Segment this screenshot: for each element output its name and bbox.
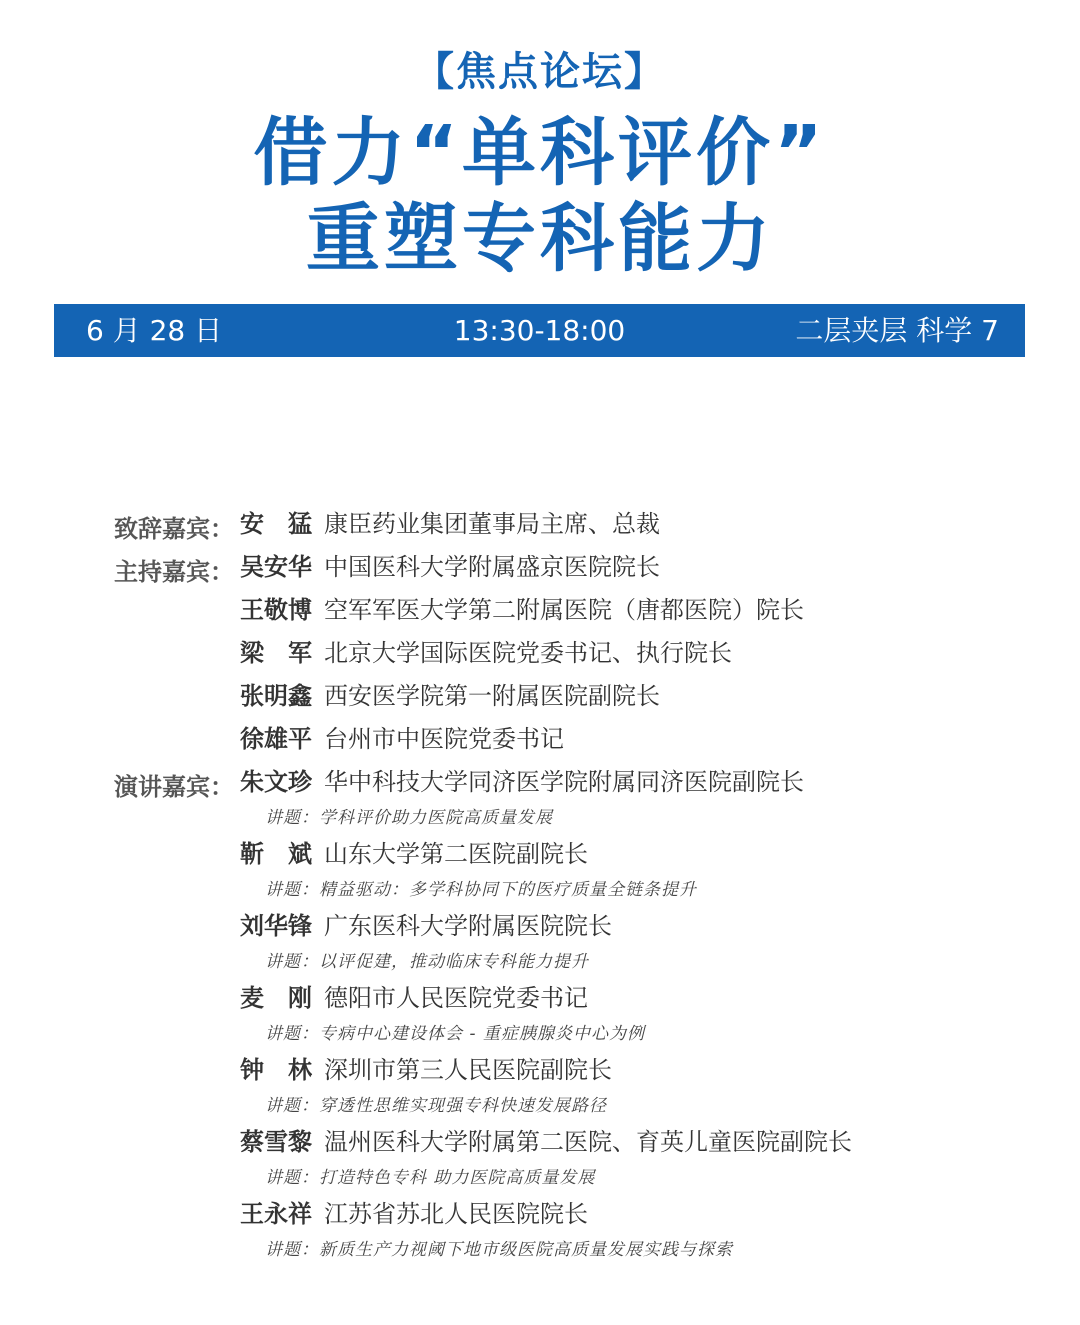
host-name: 吴安华 — [240, 553, 312, 581]
host-name: 王敬博 — [240, 596, 312, 624]
role-host-label: 主持嘉宾： — [114, 558, 234, 586]
speaker-topic: 讲题：精益驱动：多学科协同下的医疗质量全链条提升 — [265, 880, 697, 900]
host-affiliation: 西安医学院第一附属医院副院长 — [324, 682, 660, 710]
host-name: 张明鑫 — [240, 682, 312, 710]
speaker-row — [240, 1197, 588, 1231]
page-title-line-1: 借力“单科评价” — [253, 110, 827, 196]
host-affiliation: 台州市中医院党委书记 — [324, 725, 564, 753]
guest-name: 安猛 — [240, 510, 312, 538]
speaker-row — [240, 909, 612, 943]
speaker-name: 钟林 — [240, 1056, 312, 1084]
role-speaker-label: 演讲嘉宾： — [114, 773, 234, 801]
speaker-name: 麦刚 — [240, 984, 312, 1012]
host-name: 徐雄平 — [240, 725, 312, 753]
speaker-name: 靳斌 — [240, 840, 312, 868]
speaker-affiliation: 德阳市人民医院党委书记 — [324, 984, 588, 1012]
host-row — [240, 679, 660, 713]
host-affiliation: 中国医科大学附属盛京医院院长 — [324, 553, 660, 581]
speaker-name: 蔡雪黎 — [240, 1128, 312, 1156]
event-location: 二层夹层 科学 7 — [795, 314, 999, 347]
page-title-line-2: 重塑专科能力 — [306, 196, 774, 282]
speaker-row — [240, 1053, 612, 1087]
info-bar — [54, 304, 1025, 357]
speaker-affiliation: 山东大学第二医院副院长 — [324, 840, 588, 868]
speaker-topic: 讲题：打造特色专科 助力医院高质量发展 — [265, 1168, 596, 1188]
host-affiliation: 空军军医大学第二附属医院（唐都医院）院长 — [324, 596, 804, 624]
host-name: 梁军 — [240, 639, 312, 667]
speaker-topic: 讲题：学科评价助力医院高质量发展 — [265, 808, 553, 828]
speaker-topic: 讲题：专病中心建设体会 - 重症胰腺炎中心为例 — [265, 1024, 645, 1044]
speaker-topic: 讲题：以评促建，推动临床专科能力提升 — [265, 952, 589, 972]
speaker-affiliation: 华中科技大学同济医学院附属同济医院副院长 — [324, 768, 804, 796]
welcome-guest-row — [240, 507, 660, 541]
speaker-topic: 讲题：穿透性思维实现强专科快速发展路径 — [265, 1096, 607, 1116]
speaker-name: 刘华锋 — [240, 912, 312, 940]
role-welcome-label: 致辞嘉宾： — [114, 515, 234, 543]
speaker-name: 朱文珍 — [240, 768, 312, 796]
speaker-affiliation: 深圳市第三人民医院副院长 — [324, 1056, 612, 1084]
forum-label: 【焦点论坛】 — [414, 49, 666, 95]
host-affiliation: 北京大学国际医院党委书记、执行院长 — [324, 639, 732, 667]
speaker-affiliation: 广东医科大学附属医院院长 — [324, 912, 612, 940]
event-time: 13:30-18:00 — [453, 314, 626, 347]
speaker-affiliation: 温州医科大学附属第二医院、育英儿童医院副院长 — [324, 1128, 852, 1156]
speaker-row — [240, 765, 804, 799]
host-row — [240, 550, 660, 584]
speaker-affiliation: 江苏省苏北人民医院院长 — [324, 1200, 588, 1228]
event-date: 6 月 28 日 — [86, 314, 223, 347]
host-row — [240, 636, 732, 670]
speaker-name: 王永祥 — [240, 1200, 312, 1228]
guest-affiliation: 康臣药业集团董事局主席、总裁 — [324, 510, 660, 538]
host-row — [240, 722, 564, 756]
speaker-topic: 讲题：新质生产力视阈下地市级医院高质量发展实践与探索 — [265, 1240, 733, 1260]
speaker-row — [240, 1125, 852, 1159]
speaker-row — [240, 981, 588, 1015]
speaker-row — [240, 837, 588, 871]
host-row — [240, 593, 804, 627]
